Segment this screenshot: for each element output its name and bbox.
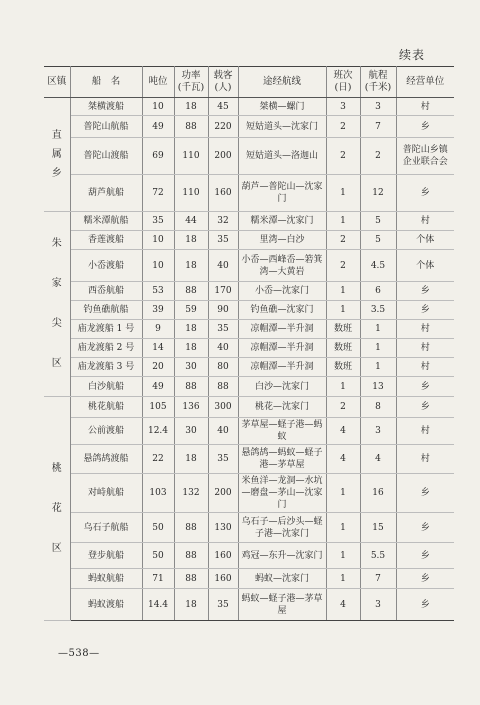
- name-cell: 糯米潭航船: [70, 212, 142, 231]
- operator-cell: 普陀山乡镇企业联合会: [396, 138, 454, 175]
- table-header-row: [44, 67, 454, 98]
- trips-cell: 1: [326, 282, 360, 301]
- operator-cell: 乡: [396, 474, 454, 513]
- passengers-cell: 40: [208, 339, 238, 358]
- passengers-cell: 200: [208, 474, 238, 513]
- tonnage-cell: 39: [142, 301, 174, 320]
- operator-cell: 村: [396, 212, 454, 231]
- trips-cell: 数班: [326, 320, 360, 339]
- header-power: 功率(千瓦): [174, 67, 208, 98]
- name-cell: 香莲渡船: [70, 231, 142, 250]
- passengers-cell: 35: [208, 320, 238, 339]
- tonnage-cell: 53: [142, 282, 174, 301]
- power-cell: 88: [174, 116, 208, 138]
- trips-cell: 1: [326, 212, 360, 231]
- route-cell: 鸡冠—东升—沈家门: [238, 543, 326, 569]
- tonnage-cell: 103: [142, 474, 174, 513]
- passengers-cell: 88: [208, 377, 238, 397]
- trips-cell: 1: [326, 513, 360, 543]
- operator-cell: 乡: [396, 301, 454, 320]
- operator-cell: 村: [396, 339, 454, 358]
- distance-cell: 3.5: [360, 301, 396, 320]
- tonnage-cell: 50: [142, 513, 174, 543]
- header-route: 途经航线: [238, 67, 326, 98]
- route-cell: 短姑道头—沈家门: [238, 116, 326, 138]
- passengers-cell: 35: [208, 231, 238, 250]
- route-cell: 葫芦—普陀山—沈家门: [238, 175, 326, 212]
- trips-cell: 1: [326, 301, 360, 320]
- passengers-cell: 32: [208, 212, 238, 231]
- distance-cell: 2: [360, 138, 396, 175]
- table-row: [44, 98, 454, 116]
- power-cell: 136: [174, 397, 208, 418]
- distance-cell: 1: [360, 339, 396, 358]
- passengers-cell: 130: [208, 513, 238, 543]
- passengers-cell: 45: [208, 98, 238, 116]
- power-cell: 110: [174, 175, 208, 212]
- distance-cell: 4: [360, 445, 396, 474]
- header-operator: 经营单位: [396, 67, 454, 98]
- name-cell: 庙龙渡船 1 号: [70, 320, 142, 339]
- route-cell: 蚂蚁—沈家门: [238, 569, 326, 589]
- operator-cell: 乡: [396, 513, 454, 543]
- trips-cell: 2: [326, 231, 360, 250]
- power-cell: 18: [174, 320, 208, 339]
- power-cell: 59: [174, 301, 208, 320]
- name-cell: 白沙航船: [70, 377, 142, 397]
- passengers-cell: 160: [208, 543, 238, 569]
- power-cell: 18: [174, 339, 208, 358]
- name-cell: 登步航船: [70, 543, 142, 569]
- trips-cell: 1: [326, 569, 360, 589]
- header-passengers: 载客(人): [208, 67, 238, 98]
- name-cell: 葫芦航船: [70, 175, 142, 212]
- page-number: —538—: [58, 648, 100, 659]
- table-body: [44, 98, 454, 621]
- trips-cell: 4: [326, 445, 360, 474]
- tonnage-cell: 49: [142, 116, 174, 138]
- route-cell: 米鱼洋—龙洞—水坑—磨盘—茅山—沈家门: [238, 474, 326, 513]
- tonnage-cell: 10: [142, 250, 174, 282]
- route-cell: 小岙—西峰岙—箬箕湾—大黄岩: [238, 250, 326, 282]
- name-cell: 蚂蚁航船: [70, 569, 142, 589]
- tonnage-cell: 12.4: [142, 418, 174, 445]
- passengers-cell: 40: [208, 250, 238, 282]
- operator-cell: 村: [396, 98, 454, 116]
- table-row: [44, 339, 454, 358]
- tonnage-cell: 9: [142, 320, 174, 339]
- power-cell: 88: [174, 513, 208, 543]
- route-cell: 桃花—沈家门: [238, 397, 326, 418]
- tonnage-cell: 105: [142, 397, 174, 418]
- town-label: 直属乡: [51, 130, 62, 179]
- tonnage-cell: 69: [142, 138, 174, 175]
- table-row: [44, 445, 454, 474]
- distance-cell: 7: [360, 569, 396, 589]
- distance-cell: 16: [360, 474, 396, 513]
- operator-cell: 乡: [396, 569, 454, 589]
- route-cell: 茅草屋—蛏子港—蚂蚁: [238, 418, 326, 445]
- ferry-routes-table: [44, 66, 454, 621]
- route-cell: 短姑道头—洛迦山: [238, 138, 326, 175]
- tonnage-cell: 22: [142, 445, 174, 474]
- route-cell: 白沙—沈家门: [238, 377, 326, 397]
- route-cell: 里湾—白沙: [238, 231, 326, 250]
- name-cell: 庙龙渡船 2 号: [70, 339, 142, 358]
- route-cell: 悬鸽鸪—蚂蚁—蛏子港—茅草屋: [238, 445, 326, 474]
- name-cell: 西岙航船: [70, 282, 142, 301]
- tonnage-cell: 71: [142, 569, 174, 589]
- operator-cell: 个体: [396, 231, 454, 250]
- tonnage-cell: 14.4: [142, 589, 174, 621]
- tonnage-cell: 20: [142, 358, 174, 377]
- table-row: [44, 397, 454, 418]
- power-cell: 44: [174, 212, 208, 231]
- tonnage-cell: 35: [142, 212, 174, 231]
- power-cell: 110: [174, 138, 208, 175]
- trips-cell: 数班: [326, 358, 360, 377]
- power-cell: 88: [174, 377, 208, 397]
- operator-cell: 乡: [396, 397, 454, 418]
- distance-cell: 13: [360, 377, 396, 397]
- passengers-cell: 80: [208, 358, 238, 377]
- tonnage-cell: 14: [142, 339, 174, 358]
- power-cell: 88: [174, 282, 208, 301]
- name-cell: 悬鸽鸪渡船: [70, 445, 142, 474]
- distance-cell: 4.5: [360, 250, 396, 282]
- table-row: [44, 543, 454, 569]
- table-row: [44, 358, 454, 377]
- distance-cell: 8: [360, 397, 396, 418]
- passengers-cell: 300: [208, 397, 238, 418]
- header-distance: 航程(千米): [360, 67, 396, 98]
- distance-cell: 6: [360, 282, 396, 301]
- passengers-cell: 160: [208, 569, 238, 589]
- table-row: [44, 301, 454, 320]
- name-cell: 桃花航船: [70, 397, 142, 418]
- trips-cell: 1: [326, 377, 360, 397]
- operator-cell: 乡: [396, 175, 454, 212]
- town-cell: [44, 98, 70, 212]
- route-cell: 糯米潭—沈家门: [238, 212, 326, 231]
- name-cell: 乌石子航船: [70, 513, 142, 543]
- power-cell: 18: [174, 250, 208, 282]
- power-cell: 88: [174, 543, 208, 569]
- name-cell: 庙龙渡船 3 号: [70, 358, 142, 377]
- table-row: [44, 138, 454, 175]
- town-cell: [44, 397, 70, 621]
- tonnage-cell: 49: [142, 377, 174, 397]
- passengers-cell: 160: [208, 175, 238, 212]
- trips-cell: 3: [326, 98, 360, 116]
- name-cell: 蚂蚁渡船: [70, 589, 142, 621]
- table-row: [44, 569, 454, 589]
- trips-cell: 2: [326, 116, 360, 138]
- passengers-cell: 35: [208, 445, 238, 474]
- passengers-cell: 40: [208, 418, 238, 445]
- operator-cell: 村: [396, 320, 454, 339]
- tonnage-cell: 50: [142, 543, 174, 569]
- table-row: [44, 231, 454, 250]
- distance-cell: 15: [360, 513, 396, 543]
- operator-cell: 村: [396, 358, 454, 377]
- name-cell: 普陀山航船: [70, 116, 142, 138]
- route-cell: 钓鱼礁—沈家门: [238, 301, 326, 320]
- operator-cell: 乡: [396, 282, 454, 301]
- distance-cell: 7: [360, 116, 396, 138]
- passengers-cell: 90: [208, 301, 238, 320]
- distance-cell: 12: [360, 175, 396, 212]
- distance-cell: 5: [360, 231, 396, 250]
- operator-cell: 乡: [396, 543, 454, 569]
- town-cell: [44, 212, 70, 397]
- route-cell: 小岙—沈家门: [238, 282, 326, 301]
- trips-cell: 1: [326, 474, 360, 513]
- distance-cell: 1: [360, 358, 396, 377]
- power-cell: 132: [174, 474, 208, 513]
- table-row: [44, 212, 454, 231]
- route-cell: 桀横—螺门: [238, 98, 326, 116]
- operator-cell: 村: [396, 445, 454, 474]
- passengers-cell: 170: [208, 282, 238, 301]
- trips-cell: 2: [326, 138, 360, 175]
- tonnage-cell: 10: [142, 231, 174, 250]
- town-label: 朱家尖区: [51, 238, 62, 369]
- table-row: [44, 513, 454, 543]
- table-row: [44, 175, 454, 212]
- distance-cell: 5: [360, 212, 396, 231]
- power-cell: 18: [174, 231, 208, 250]
- table-row: [44, 282, 454, 301]
- trips-cell: 1: [326, 175, 360, 212]
- header-trips: 班次(日): [326, 67, 360, 98]
- passengers-cell: 200: [208, 138, 238, 175]
- table-row: [44, 418, 454, 445]
- trips-cell: 4: [326, 589, 360, 621]
- operator-cell: 村: [396, 418, 454, 445]
- power-cell: 30: [174, 418, 208, 445]
- tonnage-cell: 10: [142, 98, 174, 116]
- tonnage-cell: 72: [142, 175, 174, 212]
- distance-cell: 3: [360, 98, 396, 116]
- power-cell: 30: [174, 358, 208, 377]
- header-town: 区镇: [44, 67, 70, 98]
- name-cell: 普陀山渡船: [70, 138, 142, 175]
- distance-cell: 3: [360, 418, 396, 445]
- operator-cell: 乡: [396, 116, 454, 138]
- passengers-cell: 220: [208, 116, 238, 138]
- table-row: [44, 474, 454, 513]
- route-cell: 蚂蚁—蛏子港—茅草屋: [238, 589, 326, 621]
- operator-cell: 乡: [396, 589, 454, 621]
- trips-cell: 1: [326, 543, 360, 569]
- town-label: 桃花区: [51, 462, 62, 554]
- distance-cell: 1: [360, 320, 396, 339]
- route-cell: 乌石子—后沙头—蛏子港—沈家门: [238, 513, 326, 543]
- distance-cell: 3: [360, 589, 396, 621]
- passengers-cell: 35: [208, 589, 238, 621]
- power-cell: 18: [174, 445, 208, 474]
- distance-cell: 5.5: [360, 543, 396, 569]
- operator-cell: 乡: [396, 377, 454, 397]
- power-cell: 88: [174, 569, 208, 589]
- trips-cell: 数班: [326, 339, 360, 358]
- header-tonnage: 吨位: [142, 67, 174, 98]
- continued-label: 续表: [398, 48, 425, 62]
- trips-cell: 2: [326, 250, 360, 282]
- name-cell: 小岙渡船: [70, 250, 142, 282]
- trips-cell: 4: [326, 418, 360, 445]
- route-cell: 凉帽潭—半升洞: [238, 339, 326, 358]
- table-row: [44, 377, 454, 397]
- name-cell: 钓鱼礁航船: [70, 301, 142, 320]
- table-row: [44, 320, 454, 339]
- trips-cell: 2: [326, 397, 360, 418]
- route-cell: 凉帽潭—半升洞: [238, 358, 326, 377]
- table-row: [44, 589, 454, 621]
- route-cell: 凉帽潭—半升洞: [238, 320, 326, 339]
- name-cell: 公前渡船: [70, 418, 142, 445]
- name-cell: 对峙航船: [70, 474, 142, 513]
- table-row: [44, 250, 454, 282]
- table-row: [44, 116, 454, 138]
- power-cell: 18: [174, 98, 208, 116]
- operator-cell: 个体: [396, 250, 454, 282]
- name-cell: 桀横渡船: [70, 98, 142, 116]
- header-name: 船 名: [70, 67, 142, 98]
- power-cell: 18: [174, 589, 208, 621]
